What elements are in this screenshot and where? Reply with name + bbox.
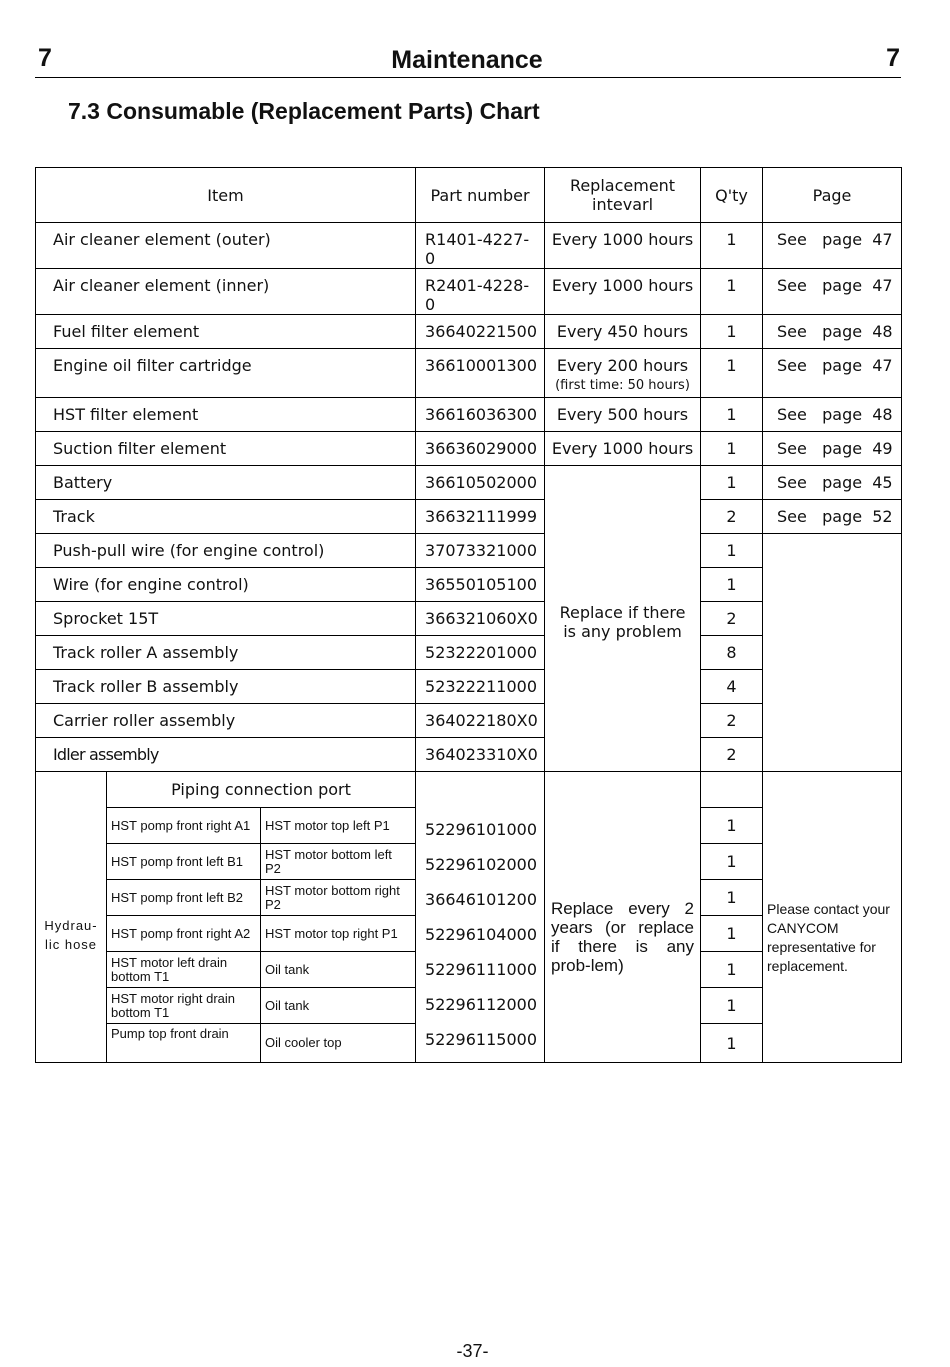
quantity: 1: [701, 398, 763, 432]
hose-from: HST pomp front right A1: [107, 808, 261, 844]
quantity: 1: [701, 315, 763, 349]
hose-from: HST motor right drain bottom T1: [107, 988, 261, 1024]
part-number: 36636029000: [416, 432, 545, 466]
hydraulic-part-column: [416, 772, 545, 1063]
column-header-qty: Q'ty: [701, 168, 763, 223]
hose-from: HST pomp front right A2: [107, 916, 261, 952]
item-name: Sprocket 15T: [36, 602, 416, 636]
part-number: 52296112000: [425, 995, 537, 1014]
quantity: 1: [701, 466, 763, 500]
item-name: Carrier roller assembly: [36, 704, 416, 738]
column-header-part-number: Part number: [416, 168, 545, 223]
quantity: 2: [701, 602, 763, 636]
table-row: [36, 223, 902, 269]
part-number: 52296102000: [425, 855, 537, 874]
item-name: Track roller B assembly: [36, 670, 416, 704]
quantity: 1: [701, 568, 763, 602]
part-number: 36610001300: [416, 349, 545, 398]
table-row: [36, 315, 902, 349]
quantity: 4: [701, 670, 763, 704]
item-name: Track roller A assembly: [36, 636, 416, 670]
hose-to: Oil cooler top: [261, 1024, 416, 1063]
replacement-interval: Every 450 hours: [545, 315, 701, 349]
item-name: Battery: [36, 466, 416, 500]
hydraulic-interval: Replace every 2 years (or replace if there is any prob-lem): [545, 772, 701, 1063]
page-reference: See page 45: [763, 466, 902, 500]
hose-to: Oil tank: [261, 988, 416, 1024]
part-number: 52322201000: [416, 636, 545, 670]
header-rule: [35, 77, 901, 78]
item-name: Idler assembly: [36, 738, 416, 772]
part-number: 52322211000: [416, 670, 545, 704]
piping-connection-header: Piping connection port: [107, 772, 416, 808]
page-number: -37-: [456, 1341, 489, 1361]
quantity: 1: [701, 880, 763, 916]
replacement-interval: Every 1000 hours: [545, 269, 701, 315]
item-name: Wire (for engine control): [36, 568, 416, 602]
parts-table: [35, 167, 902, 1063]
chapter-number-right: 7: [886, 44, 900, 72]
interval-value: Every 200 hours: [556, 356, 689, 375]
item-name: Push-pull wire (for engine control): [36, 534, 416, 568]
hose-to: HST motor top right P1: [261, 916, 416, 952]
part-number: 364023310X0: [416, 738, 545, 772]
page-reference: See page 48: [763, 315, 902, 349]
part-number: 364022180X0: [416, 704, 545, 738]
replacement-interval: Every 500 hours: [545, 398, 701, 432]
quantity: 2: [701, 500, 763, 534]
quantity: 1: [701, 808, 763, 844]
page-reference: See page 48: [763, 398, 902, 432]
part-number: R1401-4227-0: [416, 223, 545, 269]
hose-to: HST motor bottom right P2: [261, 880, 416, 916]
item-name: Track: [36, 500, 416, 534]
quantity: 2: [701, 704, 763, 738]
page-reference: See page 47: [763, 349, 902, 398]
quantity: 1: [701, 916, 763, 952]
table-row: [36, 534, 902, 568]
quantity: 1: [701, 269, 763, 315]
item-name: Fuel filter element: [36, 315, 416, 349]
quantity: 2: [701, 738, 763, 772]
table-header-row: [36, 168, 902, 223]
hose-from: Pump top front drain: [107, 1024, 261, 1063]
part-number: 52296101000: [425, 820, 537, 839]
part-number: 36646101200: [425, 890, 537, 909]
part-number: 52296115000: [425, 1030, 537, 1049]
contact-note: Please contact your CANYCOM representative for replacement.: [763, 772, 902, 1063]
part-number: 366321060X0: [416, 602, 545, 636]
section-title: 7.3 Consumable (Replacement Parts) Chart: [68, 98, 540, 124]
page-reference: See page 49: [763, 432, 902, 466]
item-name: Air cleaner element (outer): [36, 223, 416, 269]
quantity: 1: [701, 1024, 763, 1063]
part-number: 36610502000: [416, 466, 545, 500]
part-number: 52296104000: [425, 925, 537, 944]
table-row: [36, 466, 902, 500]
item-name: Air cleaner element (inner): [36, 269, 416, 315]
table-row: [36, 398, 902, 432]
hose-from: HST motor left drain bottom T1: [107, 952, 261, 988]
hose-from: HST pomp front left B1: [107, 844, 261, 880]
hose-to: Oil tank: [261, 952, 416, 988]
item-name: HST filter element: [36, 398, 416, 432]
part-number: 36640221500: [416, 315, 545, 349]
column-header-item: Item: [36, 168, 416, 223]
column-header-interval: Replacement intevarl: [545, 168, 701, 223]
replacement-interval: [545, 349, 701, 398]
item-name: Engine oil filter cartridge: [36, 349, 416, 398]
quantity: 8: [701, 636, 763, 670]
quantity-empty: [701, 772, 763, 808]
page-reference: See page 47: [763, 269, 902, 315]
part-number: 36550105100: [416, 568, 545, 602]
replacement-interval: Every 1000 hours: [545, 223, 701, 269]
replace-if-problem: Replace if there is any problem: [545, 466, 701, 772]
quantity: 1: [701, 534, 763, 568]
page-reference: See page 52: [763, 500, 902, 534]
replacement-interval: Every 1000 hours: [545, 432, 701, 466]
quantity: 1: [701, 988, 763, 1024]
hose-to: HST motor bottom left P2: [261, 844, 416, 880]
part-number: 36632111999: [416, 500, 545, 534]
quantity: 1: [701, 952, 763, 988]
quantity: 1: [701, 432, 763, 466]
table-row: [36, 269, 902, 315]
hose-from: HST pomp front left B2: [107, 880, 261, 916]
interval-note: (first time: 50 hours): [555, 378, 690, 393]
quantity: 1: [701, 223, 763, 269]
part-number: R2401-4228-0: [416, 269, 545, 315]
chapter-title: Maintenance: [391, 46, 543, 74]
quantity: 1: [701, 349, 763, 398]
item-name: Suction filter element: [36, 432, 416, 466]
table-row: [36, 349, 902, 398]
table-row: [36, 432, 902, 466]
table-row: [36, 500, 902, 534]
hydraulic-hose-label: Hydrau-lic hose: [36, 772, 107, 1063]
part-number: 52296111000: [425, 960, 537, 979]
hose-to: HST motor top left P1: [261, 808, 416, 844]
column-header-page: Page: [763, 168, 902, 223]
chapter-number-left: 7: [38, 44, 52, 72]
piping-header-row: [36, 772, 902, 808]
quantity: 1: [701, 844, 763, 880]
page-reference-empty: [763, 534, 902, 772]
part-number: 37073321000: [416, 534, 545, 568]
part-number: 36616036300: [416, 398, 545, 432]
page-reference: See page 47: [763, 223, 902, 269]
